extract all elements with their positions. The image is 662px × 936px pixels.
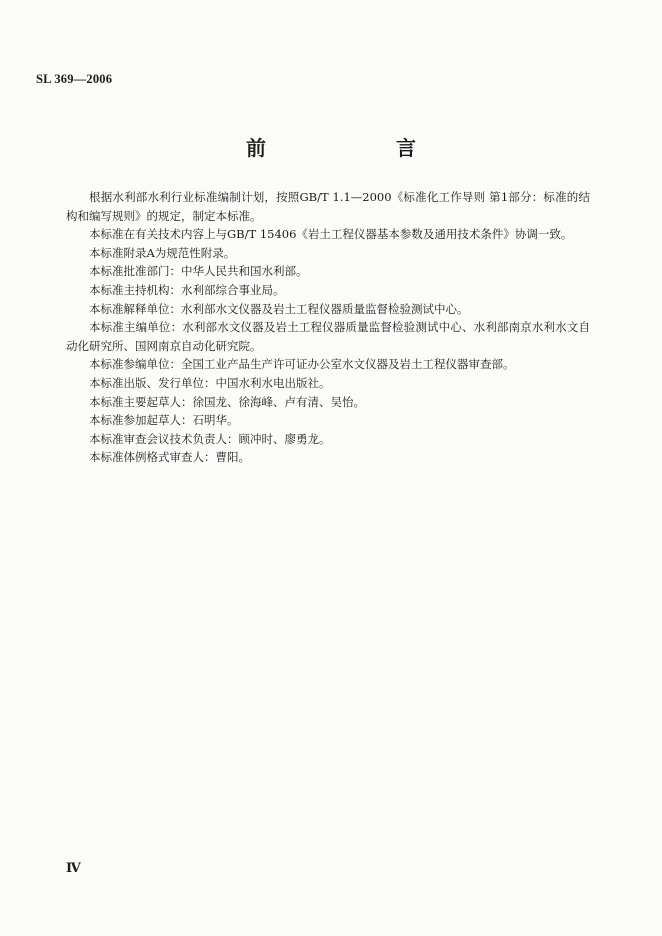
paragraph-publisher: 本标准出版、发行单位：中国水利水电出版社。: [89, 375, 331, 390]
paragraph-consistency: 本标准在有关技术内容上与GB/T 15406《岩土工程仪器基本参数及通用技术条件》协调一致。: [89, 227, 573, 242]
paragraph-chief-editor-unit: 本标准主编单位：水利部水文仪器及岩土工程仪器质量监督检验测试中心、水利部南京水利水文自动化研究所、国网南京自动化研究院。: [66, 320, 590, 353]
page-number: Ⅳ: [66, 860, 81, 875]
standard-code: SL 369—2006: [36, 72, 113, 86]
page-title: 前 言: [246, 136, 446, 160]
foreword-body: [66, 188, 590, 467]
paragraph-appendix: 本标准附录A为规范性附录。: [89, 245, 236, 260]
paragraph-format-reviewer: 本标准体例格式审查人：曹阳。: [89, 450, 250, 465]
paragraph-plan: 根据水利部水利行业标准编制计划，按照GB/T 1.1—2000《标准化工作导则 第1部分：标准的结构和编写规则》的规定，制定本标准。: [66, 190, 590, 223]
paragraph-interpretation-unit: 本标准解释单位：水利部水文仪器及岩土工程仪器质量监督检验测试中心。: [89, 301, 469, 316]
paragraph-host-org: 本标准主持机构：水利部综合事业局。: [89, 282, 285, 297]
paragraph-review-lead: 本标准审查会议技术负责人：顾冲时、廖勇龙。: [89, 431, 331, 446]
paragraph-participating-drafters: 本标准参加起草人：石明华。: [89, 413, 239, 428]
paragraph-approval-dept: 本标准批准部门：中华人民共和国水利部。: [89, 264, 308, 279]
paragraph-participating-unit: 本标准参编单位：全国工业产品生产许可证办公室水文仪器及岩土工程仪器审查部。: [89, 357, 515, 372]
paragraph-main-drafters: 本标准主要起草人：徐国龙、徐海峰、卢有清、吴怡。: [89, 394, 365, 409]
